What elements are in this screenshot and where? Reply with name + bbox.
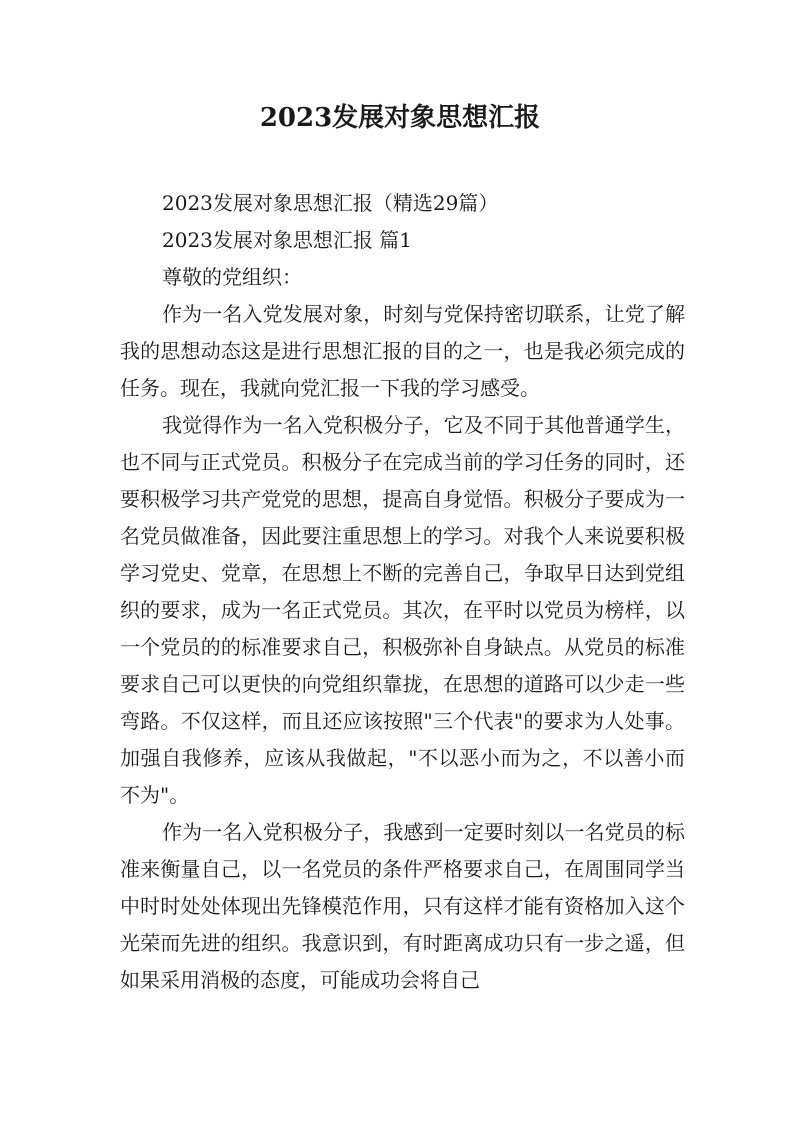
document-subtitle: 2023发展对象思想汇报（精选29篇） [162,191,499,215]
salutation: 尊敬的党组织： [162,265,302,289]
paragraph-1: 作为一名入党发展对象，时刻与党保持密切联系，让党了解我的思想动态这是进行思想汇报的目的之一，也是我必须完成的任务。现在，我就向党汇报一下我的学习感受。 [120,302,685,400]
document-title: 2023发展对象思想汇报 [259,103,541,133]
section-heading: 2023发展对象思想汇报 篇1 [162,228,412,252]
paragraph-2: 我觉得作为一名入党积极分子，它及不同于其他普通学生，也不同与正式党员。积极分子在完成当前的学习任务的同时，还要积极学习共产党党的思想，提高自身觉悟。积极分子要成为一名党员做准备，因此要注重思想上的学习。对我个人来说要积极学习党史、党章，在思想上不断的完善自己，争取早日达到党组织的要求，成为一名正式党员。其次，在平时以党员为榜样，以一个党员的的标准要求自己，积极弥补自身缺点。从党员的标准要求自己可以更快的向党组织靠拢，在思想的道路可以少走一些弯路。不仅这样，而且还应该按照"三个代表"的要求为人处事。加强自我修养，应该从我做起，"不以恶小而为之，不以善小而不为"。 [120,413,685,807]
paragraph-3: 作为一名入党积极分子，我感到一定要时刻以一名党员的标准来衡量自己，以一名党员的条件严格要求自己，在周围同学当中时时处处体现出先锋模范作用，只有这样才能有资格加入这个光荣而先进的组织。我意识到，有时距离成功只有一步之遥，但如果采用消极的态度，可能成功会将自己 [120,820,685,992]
document-body [120,185,685,999]
